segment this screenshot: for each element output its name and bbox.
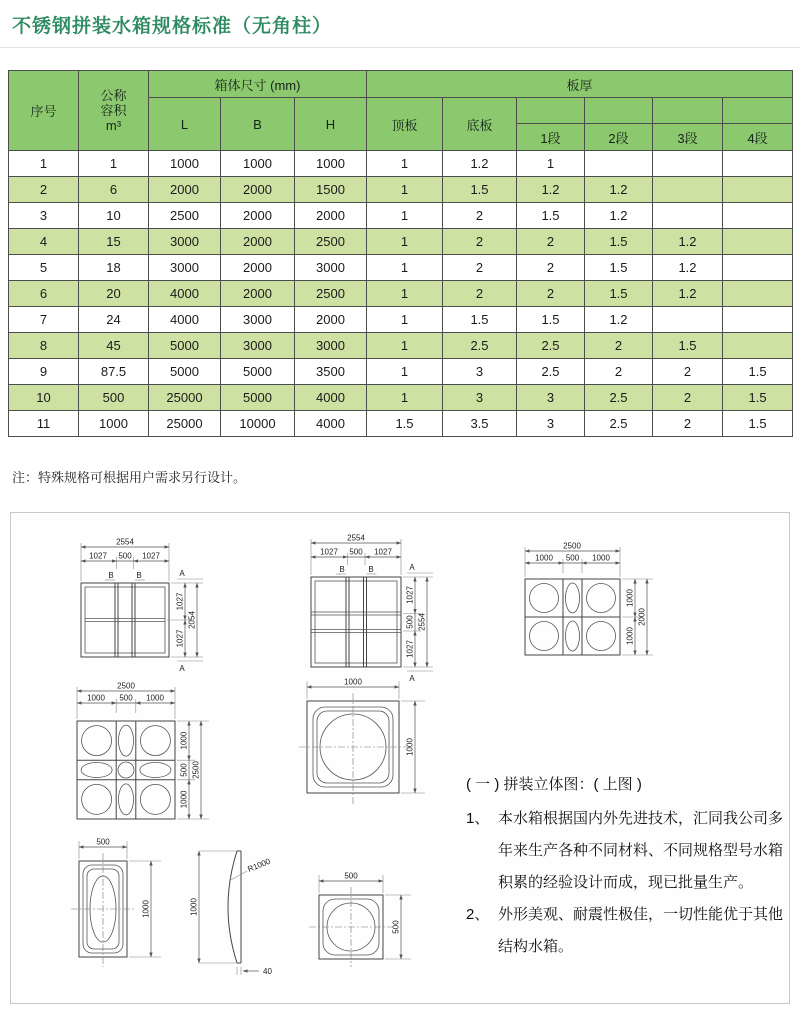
description-item-number: 2、	[466, 906, 490, 923]
dim-label: 2554	[116, 537, 134, 547]
dim-label: 1000	[625, 589, 635, 607]
table-cell: 1	[367, 151, 443, 177]
table-cell: 45	[79, 333, 149, 359]
dim-label: 1027	[405, 640, 415, 658]
table-cell: 1	[367, 333, 443, 359]
table-cell: 1.5	[585, 229, 653, 255]
table-cell: 3000	[221, 307, 295, 333]
dim-label: 1027	[89, 551, 107, 561]
table-cell: 1.5	[585, 281, 653, 307]
table-cell: 2000	[295, 203, 367, 229]
table-cell: 9	[9, 359, 79, 385]
col-header-spacer	[585, 98, 653, 124]
table-cell: 1.5	[585, 255, 653, 281]
table-cell: 2000	[221, 177, 295, 203]
col-header-spacer	[517, 98, 585, 124]
table-cell: 18	[79, 255, 149, 281]
table-cell: 1000	[149, 151, 221, 177]
dim-label: 1000	[344, 677, 362, 687]
table-cell: 2	[653, 411, 723, 437]
dim-label: 1000	[405, 738, 415, 756]
section-label: B	[108, 571, 114, 580]
dim-label: 1000	[179, 790, 189, 809]
table-cell: 2	[443, 203, 517, 229]
dim-label: 2054	[187, 611, 197, 629]
dim-label: 500	[565, 553, 580, 563]
dim-label: 1027	[374, 547, 392, 557]
table-cell: 5000	[149, 333, 221, 359]
page-title: 不锈钢拼装水箱规格标准（无角柱）	[12, 16, 333, 37]
table-cell: 2.5	[517, 333, 585, 359]
table-cell: 1	[367, 307, 443, 333]
dim-label: 500	[349, 547, 363, 557]
table-row	[9, 177, 793, 203]
table-cell: 3000	[149, 255, 221, 281]
table-cell: 1000	[79, 411, 149, 437]
table-cell: 1.2	[653, 229, 723, 255]
diagram-panel-500x1000	[63, 835, 183, 979]
description-item-text: 本水箱根据国内外先进技术，汇同我公司多年来生产各种不同材料、不同规格型号水箱积累的经验设计而成，现已批量生产。	[498, 810, 784, 891]
col-header-top-plate: 顶板	[367, 98, 443, 151]
table-cell: 1000	[295, 151, 367, 177]
diagram-panel-500x500	[303, 869, 448, 977]
description-item-number: 1、	[466, 810, 490, 827]
table-cell	[653, 177, 723, 203]
table-row	[9, 229, 793, 255]
table-cell: 1	[367, 229, 443, 255]
col-header-bottom-plate: 底板	[443, 98, 517, 151]
table-cell: 1	[367, 281, 443, 307]
description-block	[466, 769, 792, 963]
col-header-spacer	[723, 98, 793, 124]
table-cell: 1	[367, 255, 443, 281]
table-cell: 1	[367, 359, 443, 385]
col-header-volume-l1: 公称	[100, 88, 127, 103]
section-label: A	[179, 664, 185, 673]
col-header-b: B	[221, 98, 295, 151]
table-cell: 6	[9, 281, 79, 307]
table-cell	[723, 203, 793, 229]
table-cell: 1.5	[517, 203, 585, 229]
table-cell: 7	[9, 307, 79, 333]
table-cell	[723, 255, 793, 281]
diagram-pressed-panel-2500x2000	[511, 541, 696, 661]
col-header-seg4: 4段	[723, 124, 793, 151]
diagram-top-panel-2554x2054	[61, 535, 281, 675]
dim-label: 1027	[142, 551, 160, 561]
table-cell: 8	[9, 333, 79, 359]
col-header-volume	[79, 71, 149, 151]
col-header-seg2: 2段	[585, 124, 653, 151]
table-cell: 1.2	[585, 177, 653, 203]
diagram-square-panel-2554	[293, 531, 498, 683]
table-cell: 1.2	[653, 255, 723, 281]
table-cell: 2	[517, 281, 585, 307]
description-item-2	[466, 899, 792, 963]
col-header-volume-l2: 容积	[100, 103, 127, 118]
table-cell: 1.2	[653, 281, 723, 307]
section-label: B	[339, 565, 345, 574]
col-header-volume-unit: m³	[105, 118, 122, 133]
table-cell: 3000	[221, 333, 295, 359]
section-label: A	[409, 563, 415, 572]
table-row	[9, 411, 793, 437]
table-cell	[723, 307, 793, 333]
table-cell: 3.5	[443, 411, 517, 437]
dim-label: 40	[263, 967, 272, 976]
table-cell: 4000	[149, 307, 221, 333]
table-cell: 3	[443, 359, 517, 385]
table-cell: 20	[79, 281, 149, 307]
table-cell	[585, 151, 653, 177]
dim-label: 1000	[146, 693, 164, 703]
table-cell: 25000	[149, 385, 221, 411]
table-cell	[723, 333, 793, 359]
dim-label: R1000	[246, 856, 272, 874]
table-cell: 3000	[295, 255, 367, 281]
dim-label: 1027	[320, 547, 338, 557]
table-cell: 1.5	[723, 359, 793, 385]
dim-label: 1027	[405, 586, 415, 604]
table-cell: 25000	[149, 411, 221, 437]
table-cell: 4000	[295, 411, 367, 437]
table-cell: 2500	[295, 281, 367, 307]
table-cell: 2	[443, 229, 517, 255]
table-cell: 2	[653, 385, 723, 411]
col-header-box-size: 箱体尺寸 (mm)	[149, 71, 367, 98]
table-cell: 2.5	[585, 411, 653, 437]
table-cell: 3	[517, 411, 585, 437]
table-cell: 10	[79, 203, 149, 229]
description-item-text: 外形美观、耐震性极佳，一切性能优于其他结构水箱。	[498, 906, 784, 955]
table-cell: 4	[9, 229, 79, 255]
col-header-seg3: 3段	[653, 124, 723, 151]
table-row	[9, 203, 793, 229]
table-cell	[723, 151, 793, 177]
dim-label: 2554	[417, 613, 427, 631]
table-cell: 15	[79, 229, 149, 255]
table-cell: 2000	[221, 229, 295, 255]
table-cell: 10	[9, 385, 79, 411]
section-label: B	[136, 571, 142, 580]
table-cell: 2	[517, 255, 585, 281]
diagram-panel-1000x1000	[293, 675, 463, 815]
table-note: 注：特殊规格可根据用户需求另行设计。	[12, 470, 247, 485]
table-cell: 1.5	[443, 307, 517, 333]
table-cell: 2000	[149, 177, 221, 203]
table-cell: 6	[79, 177, 149, 203]
dim-label: 1000	[592, 553, 610, 563]
table-row	[9, 333, 793, 359]
table-cell: 2.5	[517, 359, 585, 385]
dim-label: 2500	[117, 681, 135, 691]
table-cell: 5	[9, 255, 79, 281]
table-cell: 1.2	[517, 177, 585, 203]
table-cell: 1.5	[653, 333, 723, 359]
table-cell: 2	[443, 255, 517, 281]
table-cell: 1	[367, 203, 443, 229]
col-header-seq: 序号	[9, 71, 79, 151]
table-cell: 3	[517, 385, 585, 411]
table-row	[9, 255, 793, 281]
table-cell: 1000	[221, 151, 295, 177]
diagram-pressed-panel-2500x2500	[61, 681, 281, 833]
dim-label: 1000	[141, 900, 151, 918]
dim-label: 500	[344, 871, 358, 881]
table-cell: 500	[79, 385, 149, 411]
table-cell: 2000	[221, 203, 295, 229]
table-cell	[653, 203, 723, 229]
table-cell: 2	[443, 281, 517, 307]
table-row	[9, 307, 793, 333]
table-cell: 2000	[221, 255, 295, 281]
table-row	[9, 281, 793, 307]
table-cell	[723, 177, 793, 203]
dim-label: 2000	[637, 608, 647, 626]
table-cell: 1	[367, 177, 443, 203]
table-cell: 4000	[149, 281, 221, 307]
col-header-l: L	[149, 98, 221, 151]
description-item-1	[466, 803, 792, 899]
table-cell	[653, 151, 723, 177]
table-cell: 10000	[221, 411, 295, 437]
table-cell: 3000	[295, 333, 367, 359]
table-cell: 2.5	[443, 333, 517, 359]
dim-label: 1000	[87, 693, 105, 703]
table-cell	[653, 307, 723, 333]
col-header-seg1: 1段	[517, 124, 585, 151]
table-cell: 3000	[149, 229, 221, 255]
dim-label: 500	[119, 693, 133, 703]
dim-label: 500	[118, 551, 132, 561]
col-header-thickness: 板厚	[367, 71, 793, 98]
dim-label: 500	[391, 920, 401, 934]
dim-label: 1000	[535, 553, 553, 563]
diagram-panel	[10, 512, 790, 1004]
table-row	[9, 359, 793, 385]
table-cell	[723, 229, 793, 255]
col-header-spacer	[653, 98, 723, 124]
section-label: B	[368, 565, 374, 574]
spec-table	[8, 70, 793, 437]
table-cell: 5000	[221, 385, 295, 411]
dim-label: 500	[179, 763, 189, 777]
table-cell: 1.5	[723, 385, 793, 411]
table-cell: 1.5	[367, 411, 443, 437]
table-row	[9, 385, 793, 411]
table-cell: 1	[367, 385, 443, 411]
table-cell: 2000	[295, 307, 367, 333]
dim-label: 1000	[625, 627, 635, 645]
table-cell: 1	[517, 151, 585, 177]
table-cell: 4000	[295, 385, 367, 411]
dim-label: 2554	[347, 533, 365, 543]
table-cell: 1.2	[443, 151, 517, 177]
table-cell: 3500	[295, 359, 367, 385]
table-cell: 1	[79, 151, 149, 177]
col-header-h: H	[295, 98, 367, 151]
table-cell: 2	[9, 177, 79, 203]
table-cell: 1500	[295, 177, 367, 203]
table-cell: 5000	[221, 359, 295, 385]
table-cell: 11	[9, 411, 79, 437]
dim-label: 1000	[179, 731, 189, 750]
dim-label: 1000	[189, 898, 199, 916]
table-cell: 1.2	[585, 203, 653, 229]
table-cell: 2.5	[585, 385, 653, 411]
dim-label: 500	[96, 837, 110, 847]
table-cell: 2500	[149, 203, 221, 229]
table-cell: 2000	[221, 281, 295, 307]
table-cell: 2500	[295, 229, 367, 255]
table-cell: 1.5	[723, 411, 793, 437]
table-cell: 2	[653, 359, 723, 385]
table-cell: 1.5	[443, 177, 517, 203]
table-cell: 5000	[149, 359, 221, 385]
table-cell: 2	[517, 229, 585, 255]
table-row	[9, 151, 793, 177]
section-label: A	[179, 569, 185, 578]
table-cell: 24	[79, 307, 149, 333]
dim-label: 500	[405, 615, 415, 629]
description-heading: ( 一 ) 拼装立体图：( 上图 )	[466, 776, 642, 793]
dim-label: 1027	[175, 629, 185, 648]
spec-table-body	[9, 151, 793, 437]
table-cell: 3	[9, 203, 79, 229]
table-cell: 2	[585, 333, 653, 359]
dim-label: 1027	[175, 592, 185, 611]
table-cell: 1.2	[585, 307, 653, 333]
title-bar	[0, 0, 800, 48]
table-cell	[723, 281, 793, 307]
section-label: A	[409, 674, 415, 683]
table-cell: 1.5	[517, 307, 585, 333]
table-cell: 2	[585, 359, 653, 385]
table-cell: 3	[443, 385, 517, 411]
dim-label: 2500	[563, 541, 581, 551]
dim-label: 2500	[191, 761, 201, 779]
diagram-profile-r1000	[179, 839, 289, 979]
table-cell: 87.5	[79, 359, 149, 385]
table-cell: 1	[9, 151, 79, 177]
